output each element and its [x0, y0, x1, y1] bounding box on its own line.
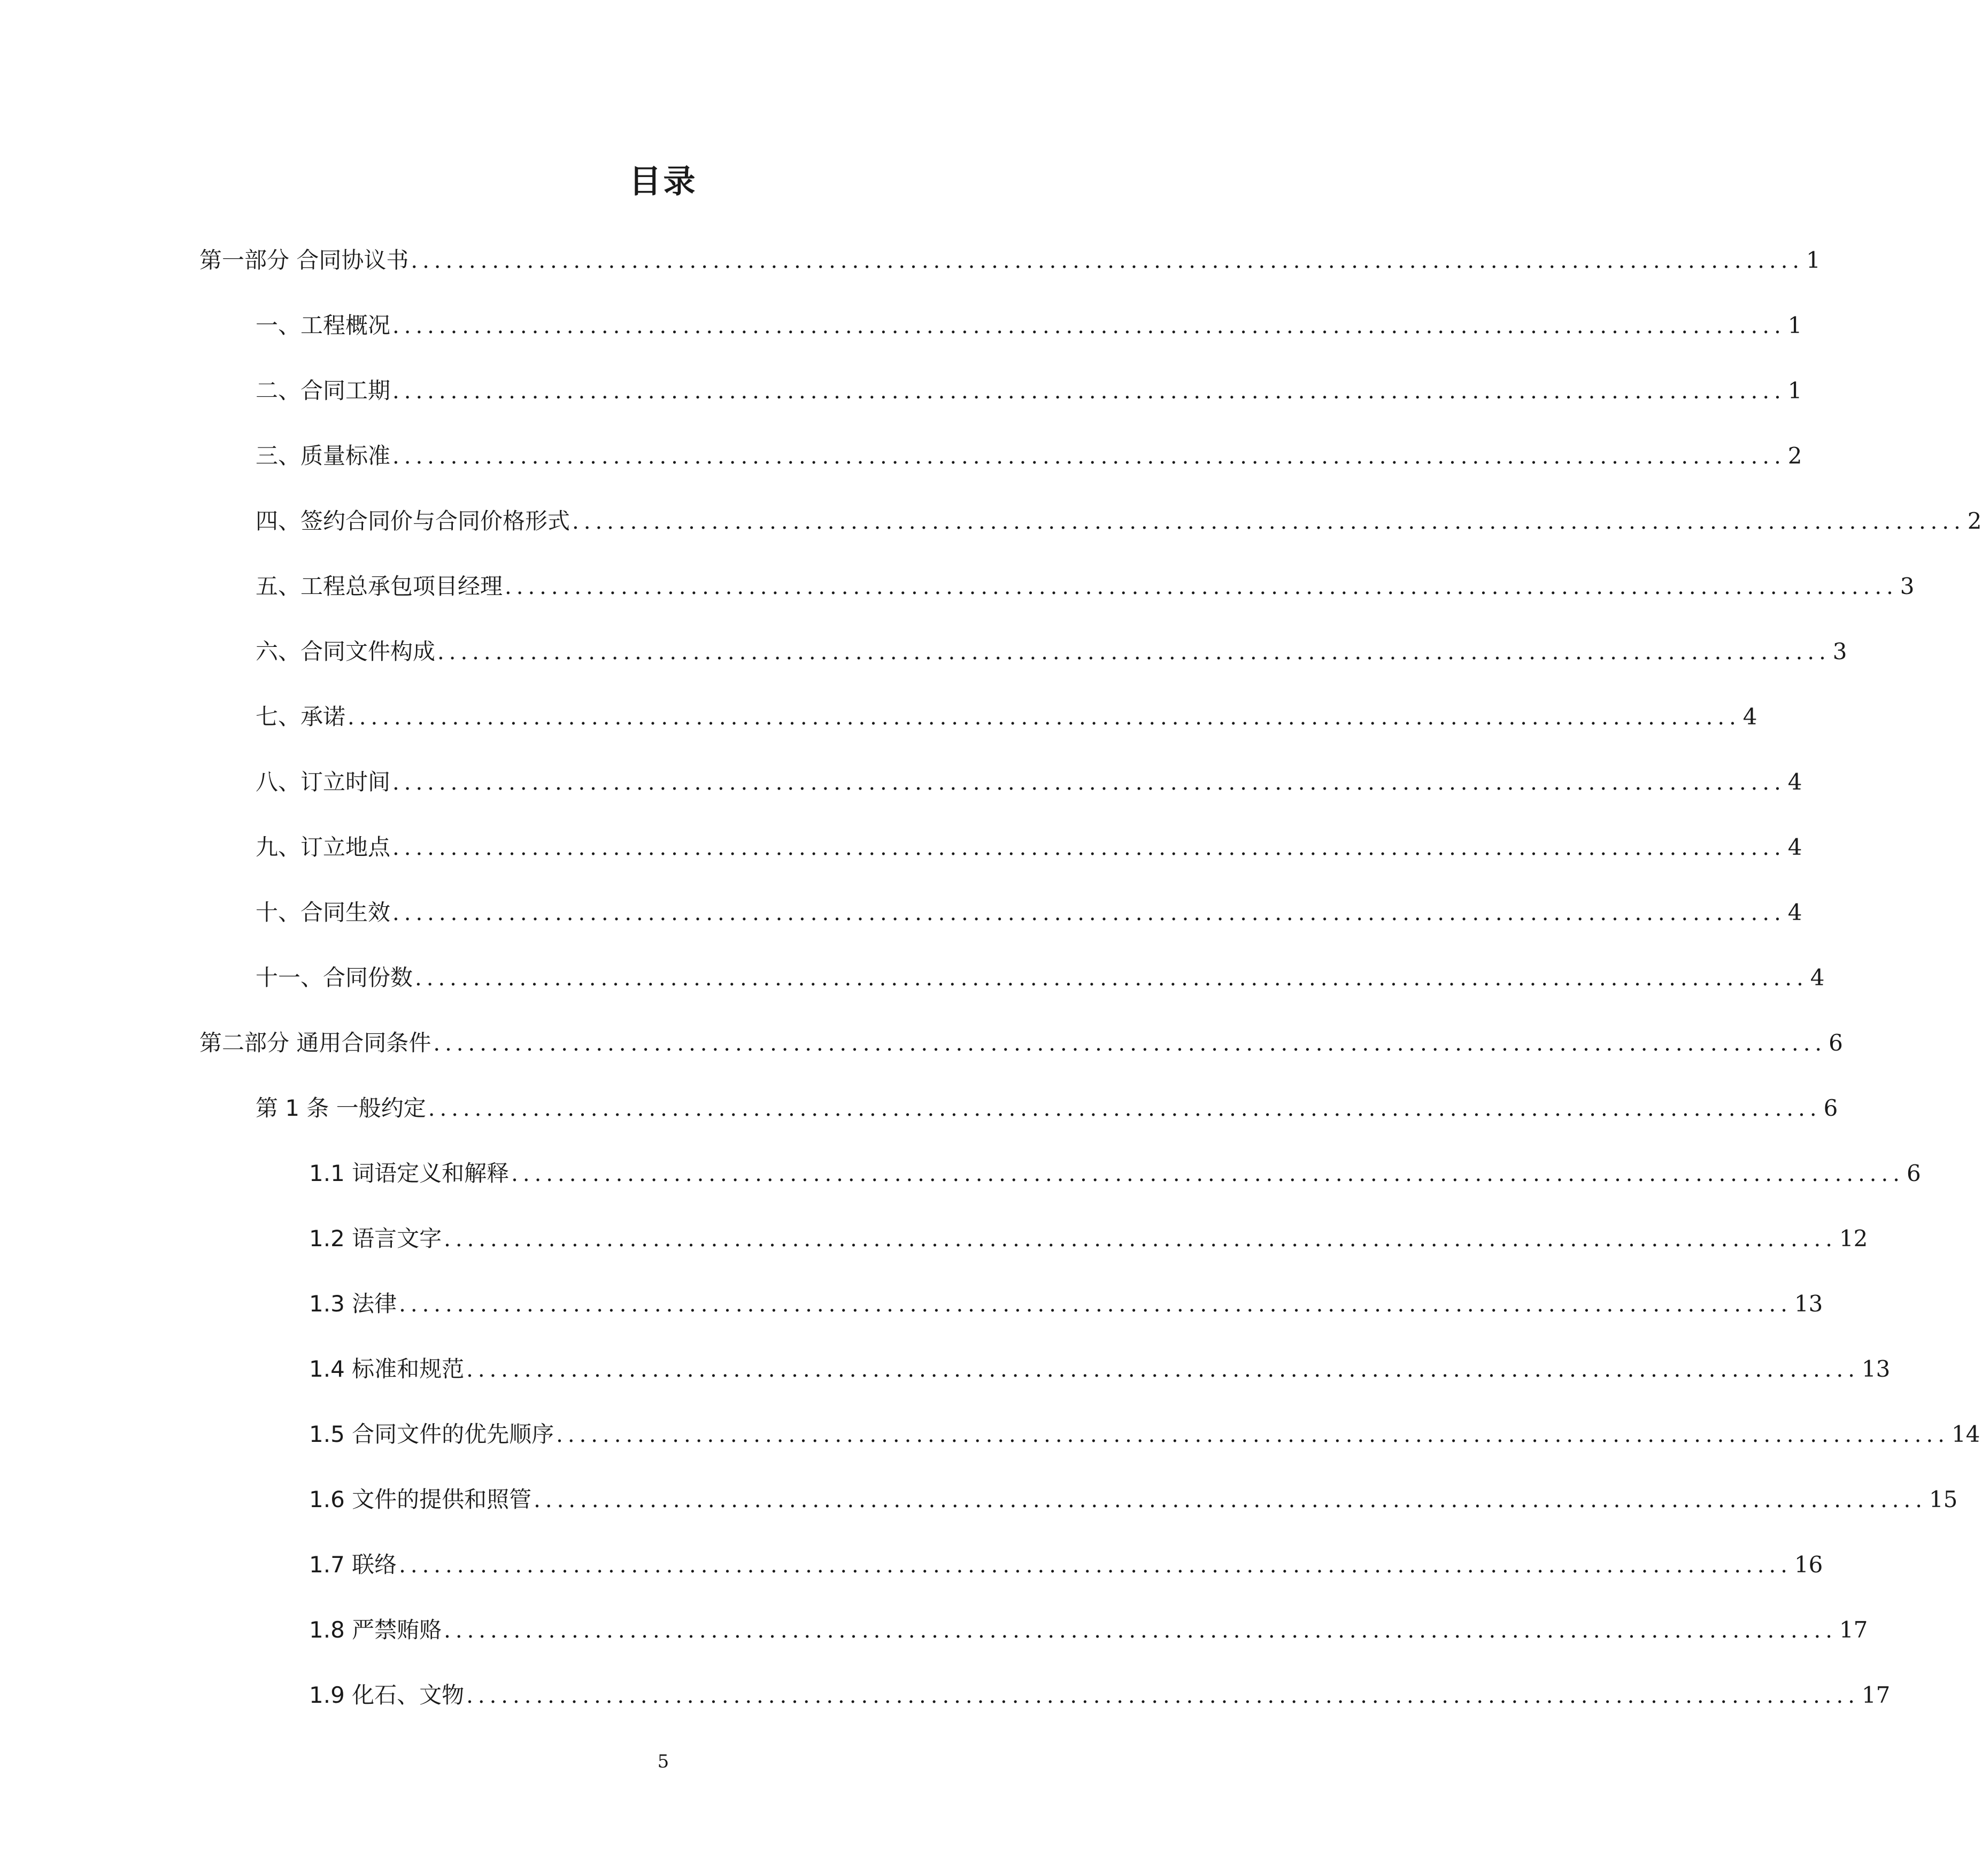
toc-dot-leader: ........................................................................................................................ [505, 575, 1898, 599]
toc-entry[interactable] [309, 1613, 1868, 1647]
toc-entry[interactable] [256, 765, 1802, 799]
toc-entry-label: 七、承诺 [256, 704, 346, 730]
toc-entry[interactable] [256, 504, 1982, 538]
toc-dot-leader: ........................................................................................................................ [444, 1618, 1837, 1643]
toc-entry-page: 16 [1794, 1551, 1823, 1578]
toc-dot-leader: ........................................................................................................................ [572, 509, 1965, 534]
toc-entry-label: 1.7 联络 [309, 1551, 397, 1578]
toc-entry-label: 二、合同工期 [256, 377, 391, 404]
page-title: 目录 [629, 163, 698, 200]
toc-entry-page: 1 [1806, 247, 1821, 273]
toc-entry[interactable] [256, 1091, 1838, 1125]
toc-entry-label: 三、质量标准 [256, 443, 391, 469]
toc-dot-leader: ........................................................................................................................ [433, 1031, 1827, 1056]
toc-dot-leader: ........................................................................................................................ [444, 1227, 1837, 1252]
toc-entry-page: 14 [1951, 1421, 1980, 1447]
toc-entry-label: 1.4 标准和规范 [309, 1356, 465, 1382]
toc-entry-label: 1.9 化石、文物 [309, 1682, 465, 1708]
toc-entry-page: 15 [1929, 1486, 1958, 1512]
toc-entry[interactable] [309, 1417, 1980, 1452]
toc-dot-leader: ........................................................................................................................ [392, 901, 1786, 925]
toc-entry-page: 13 [1861, 1356, 1891, 1382]
toc-entry[interactable] [199, 1026, 1843, 1060]
toc-entry-page: 4 [1787, 899, 1802, 925]
toc-dot-leader: ........................................................................................................................ [415, 966, 1808, 991]
toc-dot-leader: ........................................................................................................................ [392, 770, 1786, 795]
toc-entry-label: 1.3 法律 [309, 1291, 397, 1317]
toc-dot-leader: ........................................................................................................................ [437, 640, 1831, 665]
toc-dot-leader: ........................................................................................................................ [392, 314, 1786, 338]
toc-entry-page: 3 [1900, 573, 1915, 599]
toc-dot-leader: ........................................................................................................................ [392, 836, 1786, 860]
toc-dot-leader: ........................................................................................................................ [392, 444, 1786, 469]
toc-entry-label: 四、签约合同价与合同价格形式 [256, 508, 570, 534]
toc-entry[interactable] [256, 830, 1802, 864]
toc-dot-leader: ........................................................................................................................ [399, 1553, 1792, 1578]
toc-entry[interactable] [256, 569, 1915, 604]
toc-entry-label: 五、工程总承包项目经理 [256, 573, 503, 599]
toc-entry-label: 1.1 词语定义和解释 [309, 1160, 510, 1186]
toc-entry[interactable] [309, 1548, 1823, 1582]
toc-entry-label: 一、工程概况 [256, 312, 391, 338]
toc-entry-label: 1.8 严禁贿赂 [309, 1617, 442, 1643]
toc-entry[interactable] [256, 895, 1802, 930]
toc-entry-page: 1 [1787, 312, 1802, 338]
toc-entry[interactable] [256, 961, 1825, 995]
toc-entry-page: 2 [1967, 508, 1982, 534]
toc-entry-page: 12 [1839, 1225, 1868, 1252]
toc-entry-page: 2 [1787, 443, 1802, 469]
toc-entry-page: 4 [1742, 704, 1757, 730]
toc-entry[interactable] [309, 1156, 1921, 1191]
toc-entry-page: 17 [1861, 1682, 1891, 1708]
toc-dot-leader: ........................................................................................................................ [511, 1162, 1904, 1186]
toc-dot-leader: ........................................................................................................................ [348, 705, 1741, 730]
toc-dot-leader: ........................................................................................................................ [399, 1292, 1792, 1317]
toc-entry-label: 1.6 文件的提供和照管 [309, 1486, 532, 1512]
toc-entry-label: 六、合同文件构成 [256, 638, 436, 665]
toc-entry[interactable] [309, 1678, 1891, 1712]
toc-entry-label: 十、合同生效 [256, 899, 391, 925]
toc-entry-page: 6 [1906, 1160, 1921, 1186]
page-number: 5 [657, 1751, 669, 1772]
toc-entry[interactable] [256, 308, 1802, 343]
toc-dot-leader: ........................................................................................................................ [392, 379, 1786, 404]
toc-entry[interactable] [309, 1352, 1891, 1386]
toc-entry-page: 6 [1823, 1095, 1838, 1121]
toc-entry-page: 4 [1810, 964, 1825, 991]
toc-dot-leader: ........................................................................................................................ [411, 249, 1804, 273]
toc-entry-label: 第二部分 通用合同条件 [199, 1030, 431, 1056]
toc-entry-label: 九、订立地点 [256, 834, 391, 860]
toc-dot-leader: ........................................................................................................................ [466, 1357, 1860, 1382]
toc-entry-page: 6 [1829, 1030, 1843, 1056]
toc-entry-label: 八、订立时间 [256, 769, 391, 795]
toc-entry[interactable] [199, 243, 1821, 277]
toc-entry-page: 4 [1787, 834, 1802, 860]
toc-entry-label: 1.2 语言文字 [309, 1225, 442, 1252]
toc-entry-label: 第一部分 合同协议书 [199, 247, 409, 273]
toc-entry-label: 十一、合同份数 [256, 964, 413, 991]
toc-entry-page: 1 [1787, 377, 1802, 404]
toc-entry[interactable] [256, 700, 1757, 734]
toc-dot-leader: ........................................................................................................................ [534, 1488, 1927, 1512]
toc-entry-label: 第 1 条 一般约定 [256, 1095, 426, 1121]
toc-entry[interactable] [309, 1287, 1823, 1321]
toc-entry[interactable] [256, 439, 1802, 473]
toc-entry[interactable] [309, 1222, 1868, 1256]
toc-entry[interactable] [256, 635, 1847, 669]
toc-entry-label: 1.5 合同文件的优先顺序 [309, 1421, 554, 1447]
toc-entry-page: 13 [1794, 1291, 1823, 1317]
toc-entry-page: 17 [1839, 1617, 1868, 1643]
toc-entry[interactable] [256, 374, 1802, 408]
toc-dot-leader: ........................................................................................................................ [428, 1097, 1822, 1121]
toc-entry[interactable] [309, 1483, 1958, 1517]
toc-entry-page: 4 [1787, 769, 1802, 795]
toc-entry-page: 3 [1832, 638, 1847, 665]
toc-dot-leader: ........................................................................................................................ [466, 1684, 1860, 1708]
toc-dot-leader: ........................................................................................................................ [556, 1423, 1949, 1447]
